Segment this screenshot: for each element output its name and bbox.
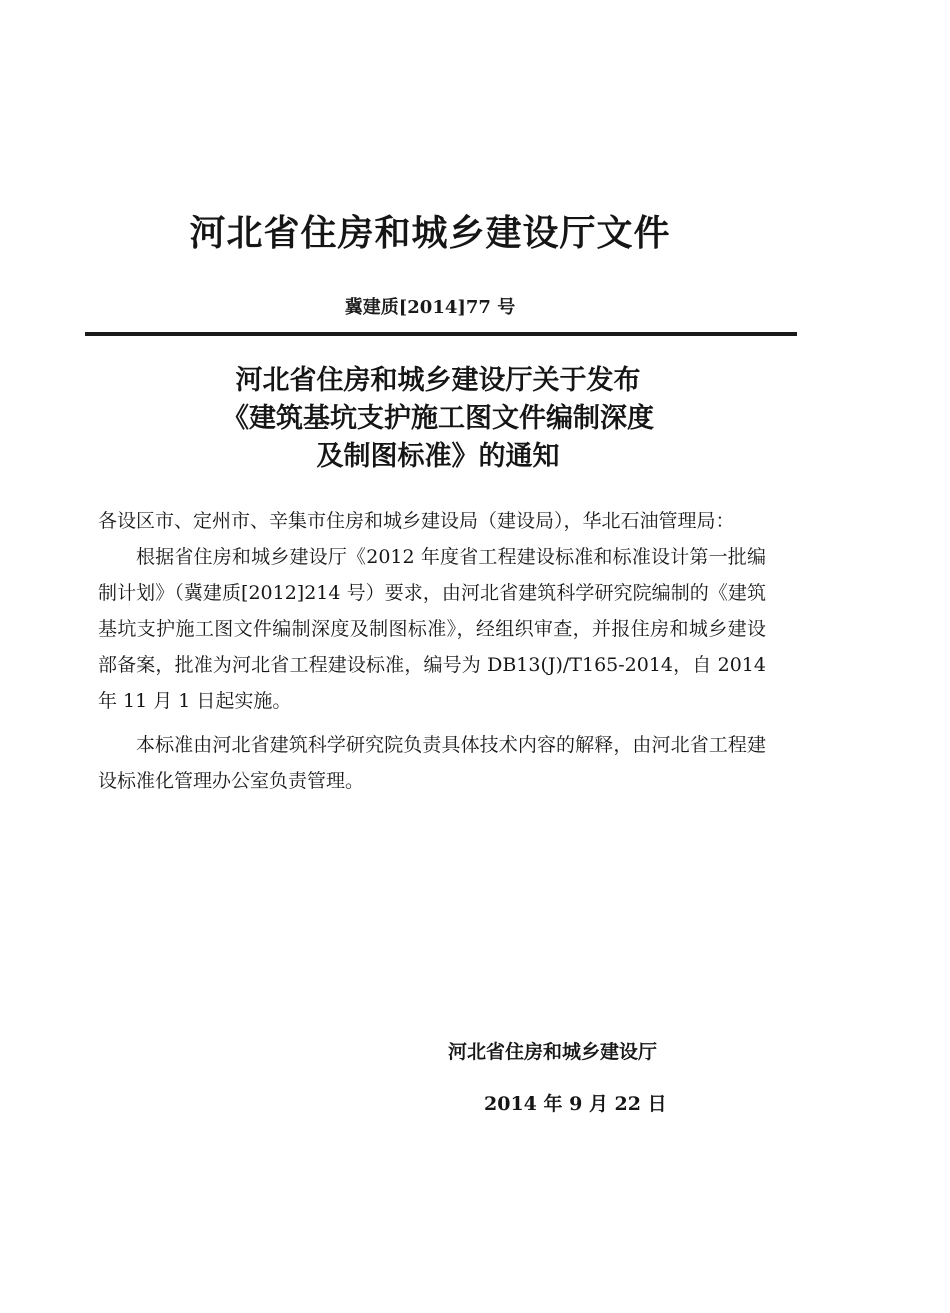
body-paragraph-interpretation: 本标准由河北省建筑科学研究院负责具体技术内容的解释，由河北省工程建设标准化管理办公室负责管理。 [98, 734, 766, 792]
notice-title-line-2: 《建筑基坑支护施工图文件编制深度 [222, 403, 654, 434]
issuer-header-title: 河北省住房和城乡建设厅文件 [189, 213, 671, 254]
notice-title [0, 362, 876, 476]
notice-body [98, 503, 766, 799]
notice-title-line-1: 河北省住房和城乡建设厅关于发布 [235, 365, 641, 396]
header-divider [85, 332, 797, 336]
document-number: 冀建质[2014]77 号 [344, 297, 516, 318]
addressee-paragraph: 各设区市、定州市、辛集市住房和城乡建设局（建设局），华北石油管理局： [98, 510, 735, 532]
signature-date: 2014 年 9 月 22 日 [484, 1093, 667, 1115]
body-paragraph-approval: 根据省住房和城乡建设厅《2012 年度省工程建设标准和标准设计第一批编制计划》（冀建质[2012]214 号）要求，由河北省建筑科学研究院编制的《建筑基坑支护施工图文件编制深度及制图标准》，经组织审查，并报住房和城乡建设部备案，批准为河北省工程建设标准，编号为 DB13(J)/T165-2014，自 2014 年 11 月 1 日起实施。 [98, 546, 766, 712]
signature-organization: 河北省住房和城乡建设厅 [448, 1041, 658, 1063]
signature-block [448, 1034, 748, 1122]
notice-title-line-3: 及制图标准》的通知 [316, 441, 560, 472]
